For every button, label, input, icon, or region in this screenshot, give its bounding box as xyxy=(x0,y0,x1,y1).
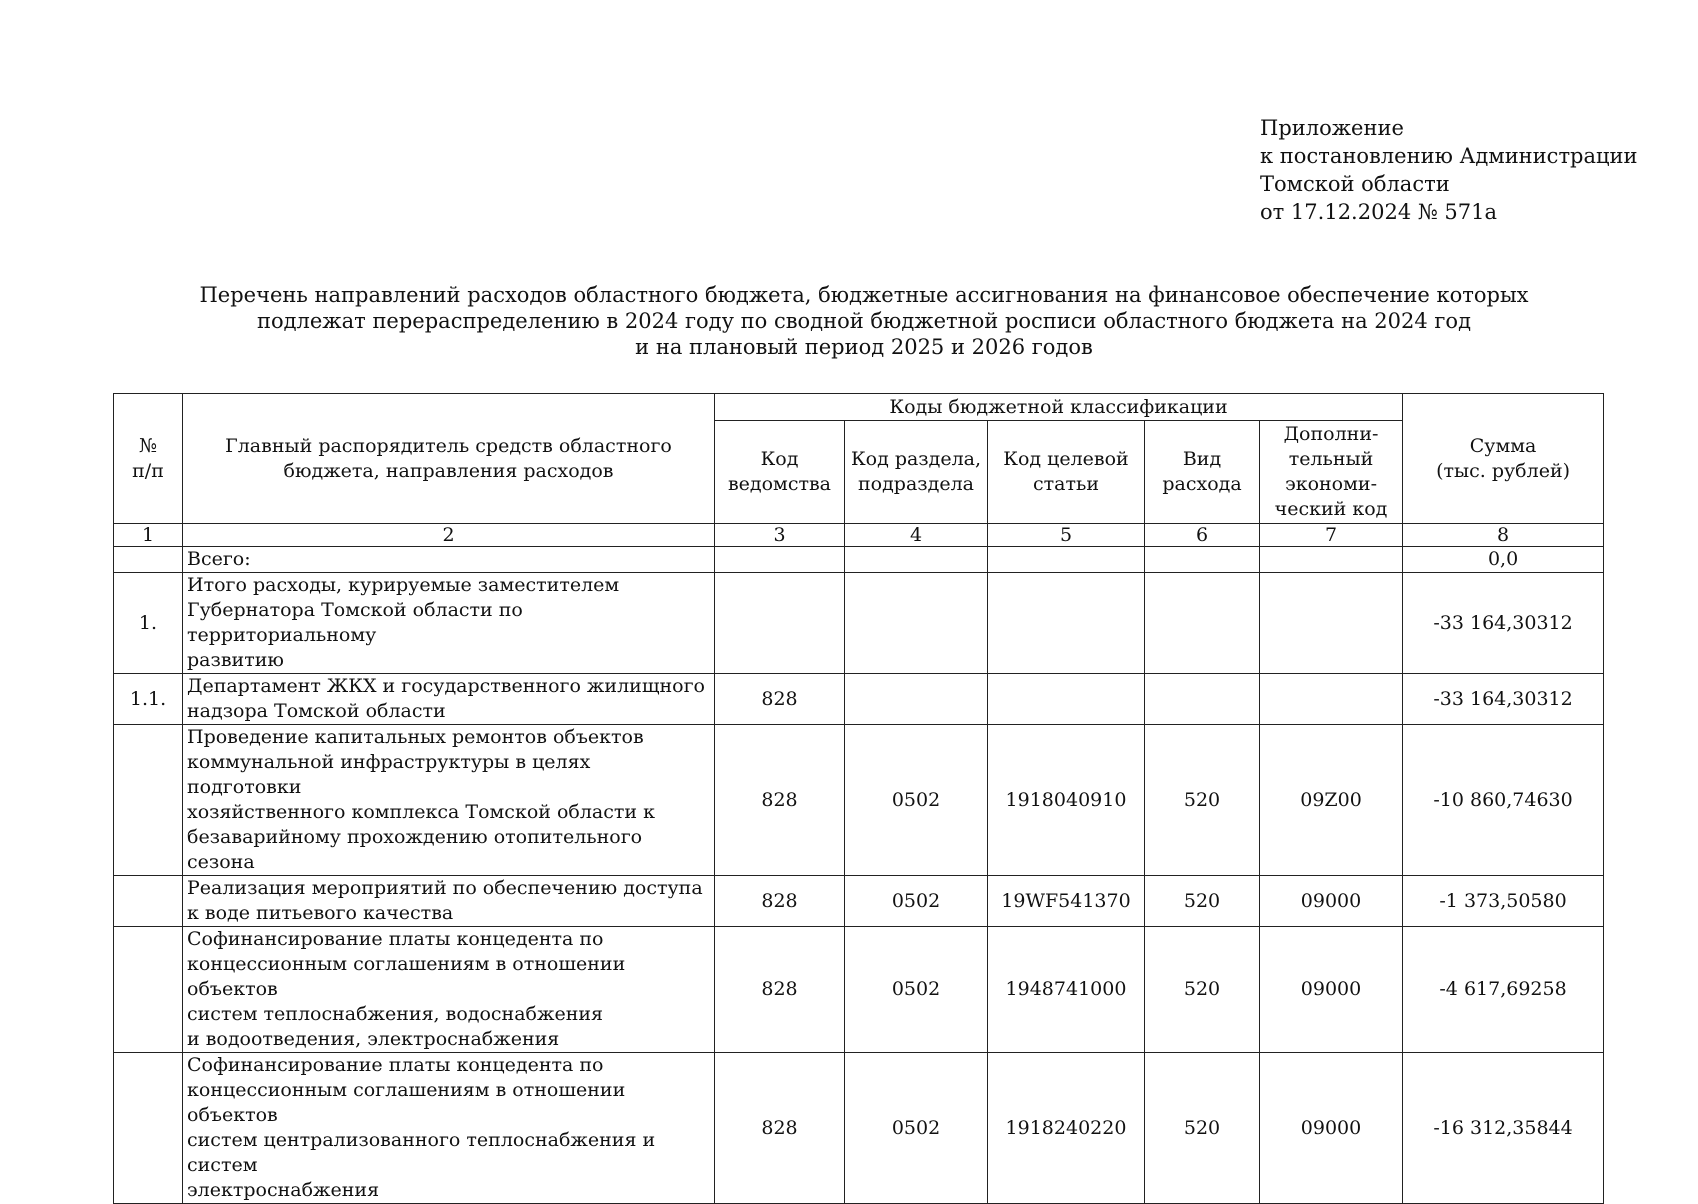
row-name-line: развитию xyxy=(187,649,284,671)
row-name-line: коммунальной инфраструктуры в целях подготовки xyxy=(187,751,591,798)
column-number: 5 xyxy=(988,524,1145,547)
budget-table xyxy=(113,393,1604,1204)
header-text: бюджета, направления расходов xyxy=(283,459,614,482)
header-text: подраздела xyxy=(858,473,974,495)
row-name-line: надзора Томской области xyxy=(187,700,446,722)
header-text: Код xyxy=(760,448,799,470)
code-razdel: 0502 xyxy=(845,876,988,927)
title-line: подлежат перераспределению в 2024 году по сводной бюджетной росписи областного бюджета на 2024 год xyxy=(256,309,1472,333)
code-ved: 828 xyxy=(715,927,845,1053)
header-vid xyxy=(1145,421,1260,524)
code-celevaya xyxy=(988,547,1145,573)
table-row xyxy=(114,725,1604,876)
row-number: 1.1. xyxy=(114,674,183,725)
row-name xyxy=(183,674,715,725)
row-name-line: электроснабжения xyxy=(187,1179,380,1201)
code-ved xyxy=(715,573,845,674)
code-razdel xyxy=(845,573,988,674)
row-name xyxy=(183,573,715,674)
header-main xyxy=(183,394,715,524)
code-razdel: 0502 xyxy=(845,725,988,876)
row-number: 1. xyxy=(114,573,183,674)
code-celevaya xyxy=(988,573,1145,674)
row-name-line: Департамент ЖКХ и государственного жилищного xyxy=(187,675,705,697)
code-razdel: 0502 xyxy=(845,927,988,1053)
header-text: расхода xyxy=(1162,473,1242,495)
column-number: 1 xyxy=(114,524,183,547)
code-ved xyxy=(715,547,845,573)
row-number xyxy=(114,927,183,1053)
column-number: 4 xyxy=(845,524,988,547)
appendix-line: к постановлению Администрации xyxy=(1260,144,1638,168)
row-name xyxy=(183,927,715,1053)
header-text: Дополни- xyxy=(1283,423,1379,445)
header-text: Код раздела, xyxy=(850,448,982,470)
table-row xyxy=(114,573,1604,674)
row-name-line: систем централизованного теплоснабжения и систем xyxy=(187,1129,656,1176)
code-ved: 828 xyxy=(715,725,845,876)
column-number: 2 xyxy=(183,524,715,547)
column-number: 6 xyxy=(1145,524,1260,547)
title-line: и на плановый период 2025 и 2026 годов xyxy=(635,335,1093,359)
table-row xyxy=(114,876,1604,927)
code-vid: 520 xyxy=(1145,725,1260,876)
column-number: 8 xyxy=(1403,524,1604,547)
row-name-line: концессионным соглашениям в отношении объектов xyxy=(187,1079,626,1126)
row-sum: -33 164,30312 xyxy=(1403,573,1604,674)
code-vid xyxy=(1145,547,1260,573)
code-ved: 828 xyxy=(715,674,845,725)
table-row xyxy=(114,674,1604,725)
row-name-line: Губернатора Томской области по территориальному xyxy=(187,599,523,646)
code-celevaya: 1948741000 xyxy=(988,927,1145,1053)
row-sum: 0,0 xyxy=(1403,547,1604,573)
row-name-line: безаварийному прохождению отопительного сезона xyxy=(187,826,643,873)
row-number xyxy=(114,547,183,573)
code-ved: 828 xyxy=(715,876,845,927)
code-celevaya: 1918240220 xyxy=(988,1053,1145,1204)
table-row xyxy=(114,927,1604,1053)
header-text: статьи xyxy=(1033,473,1099,495)
code-dop xyxy=(1260,547,1403,573)
row-name xyxy=(183,876,715,927)
header-num xyxy=(114,394,183,524)
row-name-line: и водоотведения, электроснабжения xyxy=(187,1028,560,1050)
header-dop xyxy=(1260,421,1403,524)
column-number-row xyxy=(114,524,1604,547)
header-text: № xyxy=(139,434,157,457)
code-vid: 520 xyxy=(1145,1053,1260,1204)
code-razdel: 0502 xyxy=(845,1053,988,1204)
code-celevaya xyxy=(988,674,1145,725)
code-dop xyxy=(1260,573,1403,674)
header-text: Главный распорядитель средств областного xyxy=(225,434,672,457)
row-number xyxy=(114,1053,183,1204)
header-razdel xyxy=(845,421,988,524)
code-ved: 828 xyxy=(715,1053,845,1204)
row-sum: -1 373,50580 xyxy=(1403,876,1604,927)
appendix-line: от 17.12.2024 № 571а xyxy=(1260,200,1497,224)
header-text: Вид xyxy=(1182,448,1222,470)
appendix-block xyxy=(1260,114,1638,226)
row-name-line: Всего: xyxy=(187,548,251,570)
header-text: Сумма xyxy=(1469,434,1537,457)
document-title xyxy=(90,282,1638,360)
row-sum: -16 312,35844 xyxy=(1403,1053,1604,1204)
header-text: (тыс. рублей) xyxy=(1436,459,1571,482)
header-text: ведомства xyxy=(727,473,832,495)
row-sum: -10 860,74630 xyxy=(1403,725,1604,876)
header-sum xyxy=(1403,394,1604,524)
row-name-line: хозяйственного комплекса Томской области к xyxy=(187,801,655,823)
header-text: п/п xyxy=(132,459,164,482)
table-row xyxy=(114,1053,1604,1204)
code-vid xyxy=(1145,573,1260,674)
row-name-line: Софинансирование платы концедента по xyxy=(187,928,604,950)
column-number: 7 xyxy=(1260,524,1403,547)
row-name-line: Софинансирование платы концедента по xyxy=(187,1054,604,1076)
row-sum: -33 164,30312 xyxy=(1403,674,1604,725)
code-dop: 09000 xyxy=(1260,927,1403,1053)
budget-table-body xyxy=(114,524,1604,1204)
code-vid xyxy=(1145,674,1260,725)
row-name-line: систем теплоснабжения, водоснабжения xyxy=(187,1003,604,1025)
code-dop xyxy=(1260,674,1403,725)
code-dop: 09Z00 xyxy=(1260,725,1403,876)
header-text: тельный xyxy=(1288,448,1374,470)
row-name-line: Итого расходы, курируемые заместителем xyxy=(187,574,620,596)
code-vid: 520 xyxy=(1145,927,1260,1053)
row-name-line: концессионным соглашениям в отношении объектов xyxy=(187,953,626,1000)
header-text: Код целевой xyxy=(1003,448,1129,470)
row-name-line: к воде питьевого качества xyxy=(187,902,454,924)
title-line: Перечень направлений расходов областного бюджета, бюджетные ассигнования на финансовое обеспечение которых xyxy=(199,283,1529,307)
row-number xyxy=(114,725,183,876)
code-dop: 09000 xyxy=(1260,1053,1403,1204)
code-razdel xyxy=(845,547,988,573)
header-text: ческий код xyxy=(1274,498,1388,520)
row-name xyxy=(183,725,715,876)
column-number: 3 xyxy=(715,524,845,547)
row-name xyxy=(183,1053,715,1204)
row-number xyxy=(114,876,183,927)
code-celevaya: 19WF541370 xyxy=(988,876,1145,927)
code-razdel xyxy=(845,674,988,725)
header-ved xyxy=(715,421,845,524)
row-name-line: Реализация мероприятий по обеспечению доступа xyxy=(187,877,703,899)
header-codes-group: Коды бюджетной классификации xyxy=(715,394,1403,421)
code-celevaya: 1918040910 xyxy=(988,725,1145,876)
appendix-line: Томской области xyxy=(1260,172,1450,196)
appendix-line: Приложение xyxy=(1260,116,1404,140)
header-text: экономи- xyxy=(1285,473,1377,495)
row-name xyxy=(183,547,715,573)
code-vid: 520 xyxy=(1145,876,1260,927)
table-row xyxy=(114,547,1604,573)
row-sum: -4 617,69258 xyxy=(1403,927,1604,1053)
row-name-line: Проведение капитальных ремонтов объектов xyxy=(187,726,644,748)
code-dop: 09000 xyxy=(1260,876,1403,927)
header-celevaya xyxy=(988,421,1145,524)
